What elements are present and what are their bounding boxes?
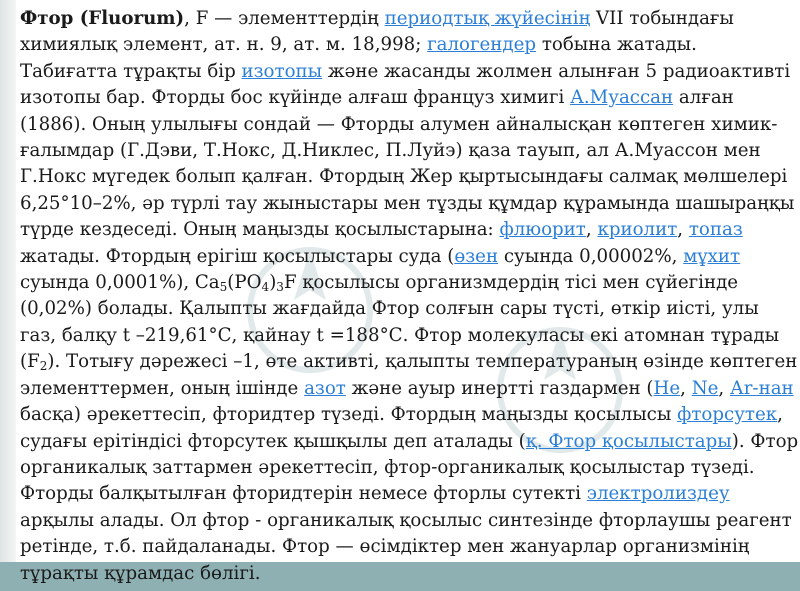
text-run: , xyxy=(677,219,689,241)
text-run: , xyxy=(680,377,692,399)
subscript: 2 xyxy=(39,359,48,374)
text-run: және ауыр инертті газдармен ( xyxy=(345,377,654,399)
text-run: тобына жатады. Табиғатта тұрақты бір xyxy=(20,34,697,82)
text-run: ). Фтор органикалық заттармен әрекеттесіп, фтор-органикалық қосылыстар түзеді. Фторды балқытылған фторидтерін немесе фторлы сутекті xyxy=(20,430,799,505)
link-cryolite[interactable]: криолит xyxy=(597,219,678,241)
text-run: арқылы алады. Ол фтор - органикалық қосылыс синтезінде фторлаушы реагент ретінде, т.б. пайдаланады. Фтор — өсімдіктер мен жануарлар организмінің тұрақты құрамдас бөлігі. xyxy=(20,509,792,584)
subscript: 4 xyxy=(261,280,270,295)
text-run: , F — элементтердің xyxy=(184,8,385,29)
text-run: басқа) әрекеттесіп, фторидтер түзеді. Фтордың маңызды қосылысы xyxy=(20,404,678,426)
link-fluorine-compounds[interactable]: қ. Фтор қосылыстары xyxy=(525,430,732,452)
text-run: VII тобындағы химиялық элемент, ат. н. 9, ат. м. 18,998; xyxy=(20,8,734,56)
link-helium[interactable]: Не xyxy=(653,377,681,399)
link-fluorite[interactable]: флюорит xyxy=(499,219,586,241)
link-river[interactable]: өзен xyxy=(454,245,499,267)
link-isotope[interactable]: изотопы xyxy=(241,60,323,82)
text-run: суында 0,00002%, xyxy=(498,245,684,267)
subscript: 5 xyxy=(219,280,228,295)
text-run: және жасанды жолмен алынған 5 радиоактивті изотопы бар. Фторды бос күйінде алғаш француз химигі xyxy=(20,60,791,109)
text-run: ) xyxy=(269,272,277,294)
link-topaz[interactable]: топаз xyxy=(688,219,743,241)
text-run: суында 0,0001%), Ca xyxy=(20,272,220,294)
link-halogens[interactable]: галогендер xyxy=(427,34,537,56)
text-run: , xyxy=(718,377,730,399)
text-run: (PO xyxy=(227,272,262,294)
link-electrolysis[interactable]: электролиздеу xyxy=(586,483,730,505)
text-run: F қосылысы организмдердің тісі мен сүйегінде (0,02%) болады. Қалыпты жағдайда Фтор солғын сары түсті, өткір иісті, улы газ, балқу t –219,61°С, қайнау t =188°С. Фтор молекуласы екі атомнан тұрады (F xyxy=(20,272,780,373)
text-run: , xyxy=(585,219,598,241)
text-run: , судағы ерітіндісі фторсутек қышқылы деп аталады ( xyxy=(20,404,783,452)
left-decorative-bar xyxy=(0,0,16,591)
text-run: жатады. Фтордың ерігіш қосылыстары суда ( xyxy=(20,245,455,267)
link-periodic-table[interactable]: периодтық жүйесінің xyxy=(384,8,591,29)
text-run: ). Тотығу дәрежесі –1, өте активті, қалыпты температураның өзінде көптеген элементтермен, оның ішінде xyxy=(20,351,798,399)
link-hydrogen-fluoride[interactable]: фторсутек xyxy=(677,404,778,426)
link-nitrogen[interactable]: азот xyxy=(304,377,346,399)
link-ocean[interactable]: мұхит xyxy=(683,245,741,267)
text-run: алған (1886). Оның улылығы сондай — Фторды алумен айналысқан көптеген химик-ғалымдар (Г.Дэви, Т.Нокс, Д.Никлес, П.Луйэ) қаза тауып, ал А.Муассон мен Г.Нокс мүгедек болып қалған. Фтордың Жер қыртысындағы салмақ мөлшелері 6,25°10–2%, әр түрлі тау жыныстары мен тұзды құмдар құрамында шашыраңқы түрде кездеседі. Оның маңызды қосылыстарына: xyxy=(20,87,795,241)
link-moissan[interactable]: А.Муассан xyxy=(570,87,674,109)
subscript: 3 xyxy=(276,280,284,295)
article-title: Фтор (Fluorum) xyxy=(20,8,185,29)
article-text xyxy=(20,6,800,587)
link-argon[interactable]: Аr-нан xyxy=(729,377,794,399)
link-neon[interactable]: Nе xyxy=(691,377,719,399)
